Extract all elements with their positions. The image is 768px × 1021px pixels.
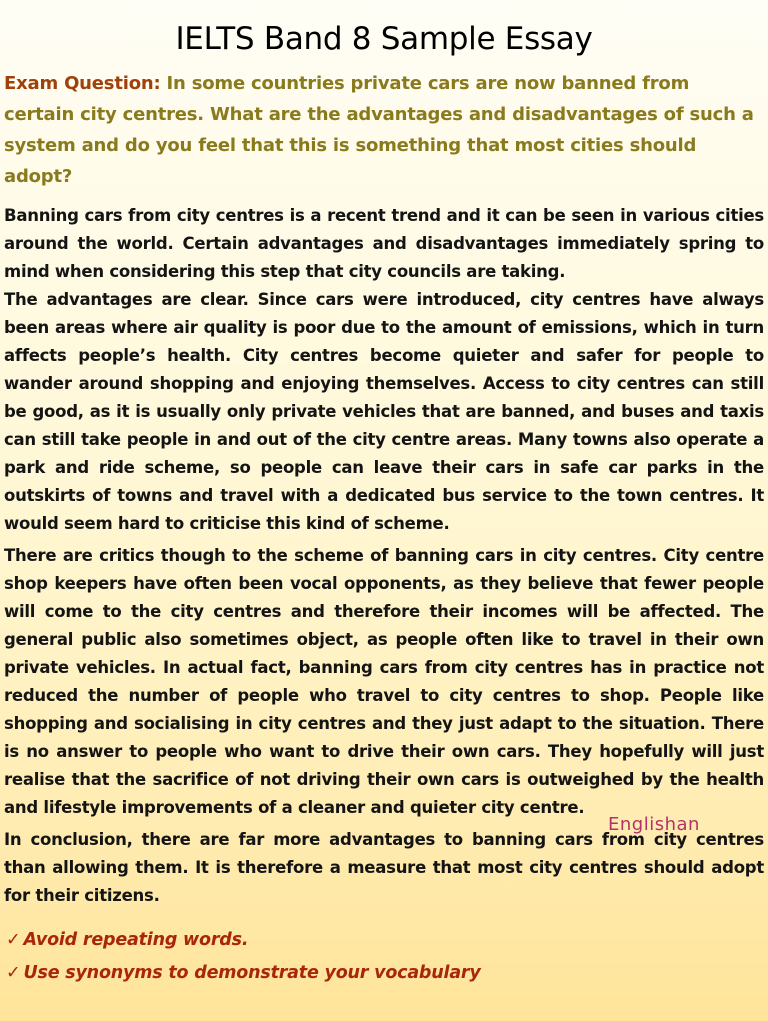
exam-question [4,68,762,192]
tip-text: Avoid repeating words. [23,930,249,950]
exam-question-label: Exam Question: [4,73,161,94]
essay-paragraph-disadvantages: There are critics though to the scheme of banning cars in city centres. City centre shop keepers have often been vocal opponents, as they believe that fewer people will come to the city centres and therefore their incomes will be affected. The general public also sometimes object, as people often like to travel in their own private vehicles. In actual fact, banning cars from city centres has in practice not reduced the number of people who travel to city centres to shop. People like shopping and socialising in city centres and they just adapt to the situation. There is no answer to people who want to drive their own cars. They hopefully will just realise that the sacrifice of not driving their own cars is outweighed by the health and lifestyle improvements of a cleaner and quieter city centre. [4,546,764,817]
tip-text: Use synonyms to demonstrate your vocabulary [23,963,481,983]
tip-item [6,957,764,990]
page-title: IELTS Band 8 Sample Essay [175,21,593,57]
check-icon: ✓ [6,963,21,983]
essay-paragraph-conclusion: In conclusion, there are far more advantages to banning cars from city centres than allowing them. It is therefore a measure that most city centres should adopt for their citizens. [4,830,764,905]
essay-paragraph-advantages: The advantages are clear. Since cars were introduced, city centres have always been areas where air quality is poor due to the amount of emissions, which in turn affects people’s health. City centres become quieter and safer for people to wander around shopping and enjoying themselves. Access to city centres can still be good, as it is usually only private vehicles that are banned, and buses and taxis can still take people in and out of the city centre areas. Many towns also operate a park and ride scheme, so people can leave their cars in safe car parks in the outskirts of towns and travel with a dedicated bus service to the town centres. It would seem hard to criticise this kind of scheme. [4,290,764,533]
tip-item [6,924,764,957]
tips-list [6,924,764,990]
essay-paragraph-intro: Banning cars from city centres is a recent trend and it can be seen in various cities around the world. Certain advantages and disadvantages immediately spring to mind when considering this step that city councils are taking. [4,206,764,281]
check-icon: ✓ [6,930,21,950]
englishan-logo: Englishan [608,814,700,835]
exam-question-text: In some countries private cars are now banned from certain city centres. What are the advantages and disadvantages of such a system and do you feel that this is something that most cities should adopt? [4,73,754,187]
